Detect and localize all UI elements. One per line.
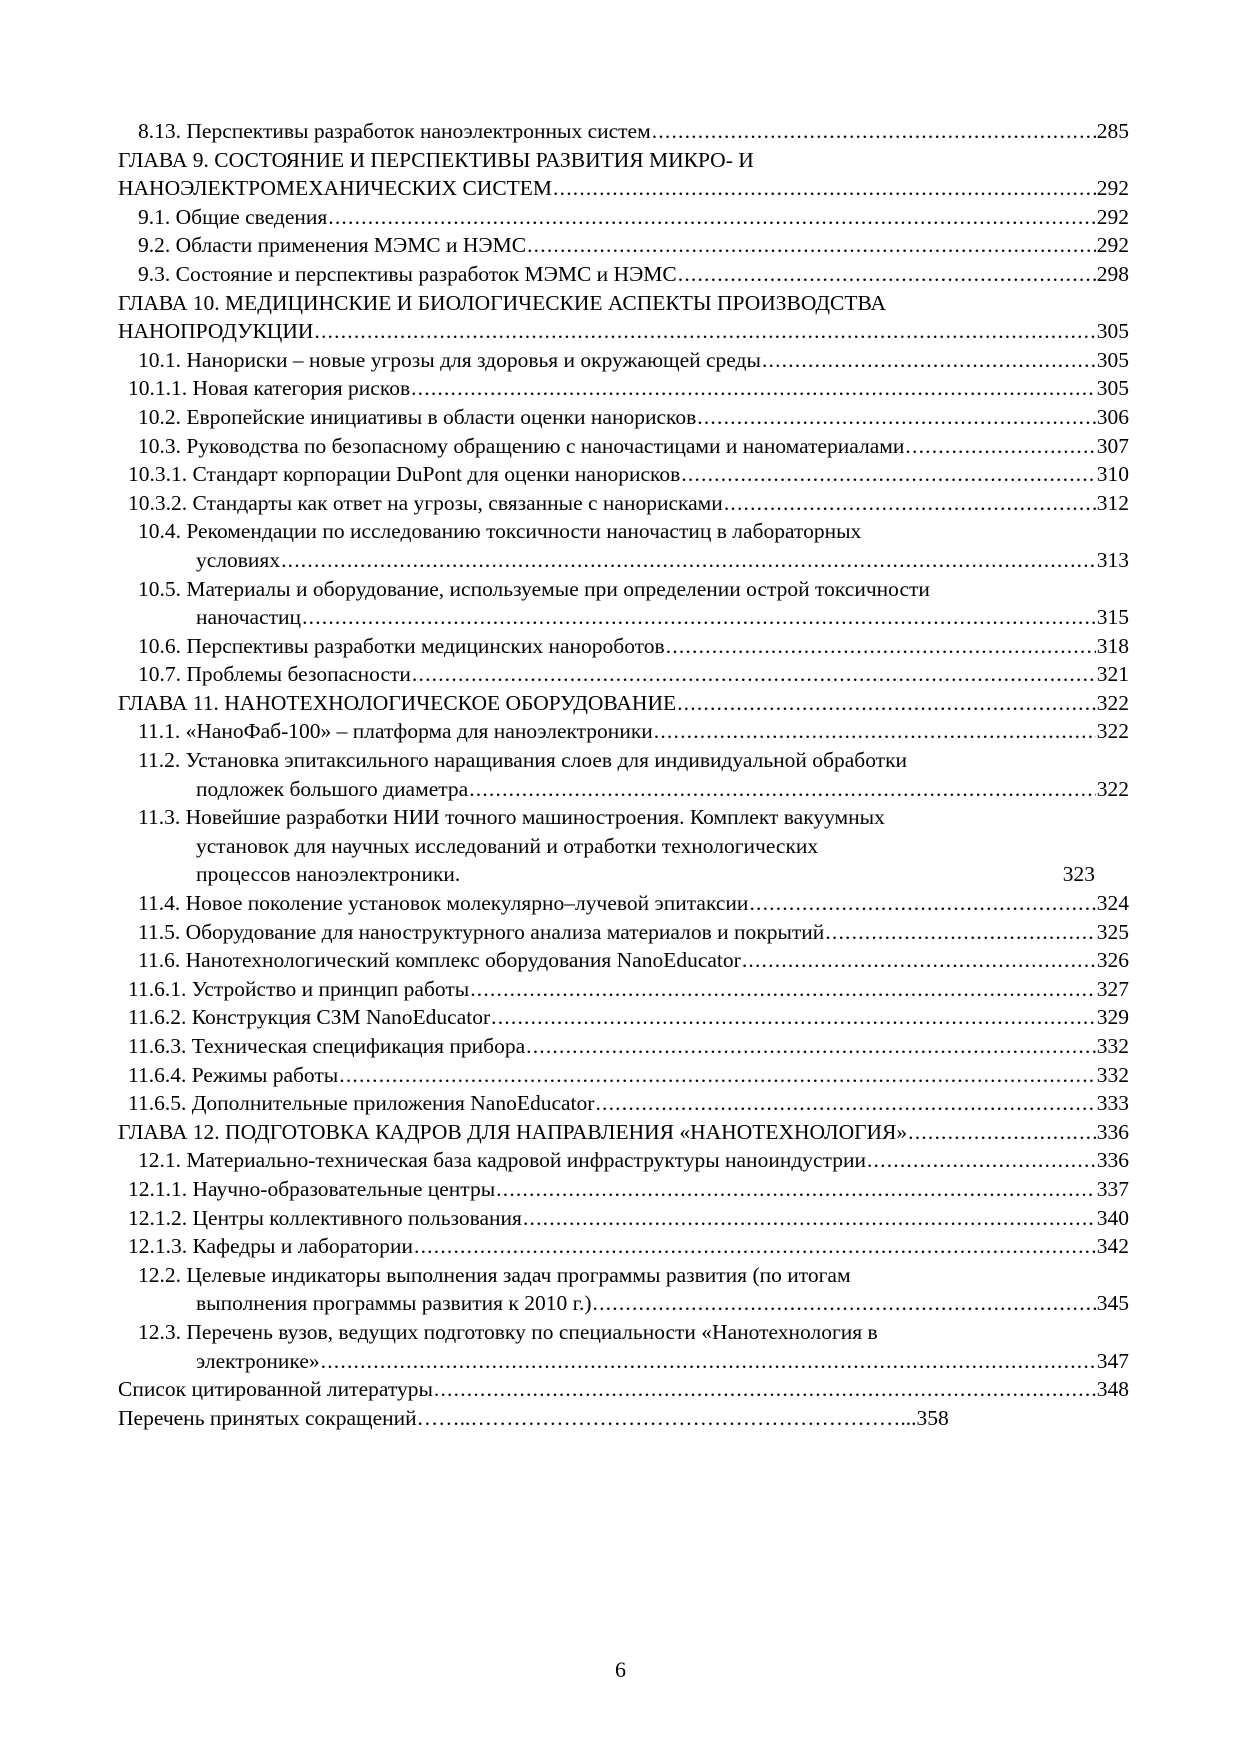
toc-page-number: 321 bbox=[1096, 662, 1129, 687]
toc-page-number: 324 bbox=[1096, 891, 1129, 916]
toc-leader-dots bbox=[825, 918, 1095, 947]
toc-entry-title: 11.6.3. Техническая спецификация прибора bbox=[128, 1034, 526, 1058]
toc-entry-10-1-1[interactable] bbox=[118, 374, 1129, 403]
toc-page-number: 312 bbox=[1096, 490, 1129, 515]
toc-page-number: 305 bbox=[1096, 319, 1129, 344]
toc-entry-10-1[interactable] bbox=[118, 346, 1129, 375]
toc-entry-title-line: установок для научных исследований и отработки технологических bbox=[196, 833, 819, 858]
toc-entry-title: наночастиц bbox=[196, 605, 302, 630]
toc-leader-dots bbox=[742, 946, 1096, 975]
toc-entry-title: Список цитированной литературы bbox=[118, 1377, 433, 1402]
toc-page-number: 306 bbox=[1096, 404, 1129, 429]
toc-page-number: 358 bbox=[916, 1405, 949, 1430]
toc-leader-dots bbox=[678, 260, 1096, 289]
toc-entry-title: 11.6.2. Конструкция СЗМ NanoEducator bbox=[128, 1005, 491, 1030]
toc-entry-11-6[interactable] bbox=[118, 946, 1129, 975]
toc-entry-title: 10.3. Руководства по безопасному обращению с наночастицами и наноматериалами bbox=[138, 433, 905, 458]
toc-leader-dots bbox=[724, 489, 1096, 518]
toc-leader-dots bbox=[281, 546, 1096, 575]
toc-entry-12-2[interactable] bbox=[118, 1261, 1129, 1318]
toc-page-number: 329 bbox=[1096, 1005, 1129, 1030]
toc-entry-chapter-12[interactable] bbox=[118, 1118, 1129, 1147]
toc-entry-title: 11.4. Новое поколение установок молекулярно–лучевой эпитаксии bbox=[138, 891, 749, 916]
toc-page-number: 342 bbox=[1096, 1234, 1129, 1259]
toc-entry-abbreviations[interactable] bbox=[118, 1404, 1129, 1433]
page-number: 6 bbox=[615, 1657, 626, 1682]
toc-entry-title: 9.2. Области применения МЭМС и НЭМС bbox=[138, 233, 527, 258]
toc-entry-title-line: 12.2. Целевые индикаторы выполнения задач программы развития (по итогам bbox=[138, 1262, 851, 1287]
toc-entry-11-4[interactable] bbox=[118, 889, 1129, 918]
toc-entry-11-3[interactable] bbox=[118, 803, 1129, 889]
toc-entry-title: 11.5. Оборудование для наноструктурного анализа материалов и покрытий bbox=[138, 919, 825, 944]
toc-leader-dots bbox=[749, 889, 1095, 918]
toc-leader-dots bbox=[666, 632, 1096, 661]
toc-entry-title: Перечень принятых сокращений……..……………………………………………………... bbox=[118, 1405, 917, 1430]
toc-entry-title: 11.6.1. Устройство и принцип работы bbox=[128, 976, 470, 1001]
toc-entry-10-2[interactable] bbox=[118, 403, 1129, 432]
toc-page-number: 323 bbox=[1062, 862, 1095, 887]
toc-page-number: 318 bbox=[1096, 633, 1129, 658]
toc-entry-10-3[interactable] bbox=[118, 432, 1129, 461]
toc-entry-chapter-10[interactable] bbox=[118, 289, 1129, 346]
toc-entry-title: 8.13. Перспективы разработок наноэлектронных систем bbox=[138, 119, 651, 143]
toc-entry-title: 9.1. Общие сведения bbox=[138, 204, 328, 229]
toc-entry-title: 11.6.5. Дополнительные приложения NanoEducator bbox=[128, 1091, 595, 1116]
toc-entry-title: НАНОЭЛЕКТРОМЕХАНИЧЕСКИХ СИСТЕМ bbox=[118, 176, 553, 201]
toc-leader-dots bbox=[523, 1204, 1096, 1233]
toc-leader-dots bbox=[411, 374, 1096, 403]
toc-leader-dots bbox=[414, 1232, 1096, 1261]
toc-entry-title: 12.1. Материально-техническая база кадровой инфраструктуры наноиндустрии bbox=[138, 1148, 866, 1173]
toc-entry-11-6-5[interactable] bbox=[118, 1089, 1129, 1118]
toc-entry-11-1[interactable] bbox=[118, 717, 1129, 746]
toc-leader-dots bbox=[527, 231, 1096, 260]
toc-entry-9-3[interactable] bbox=[118, 260, 1129, 289]
toc-entry-12-3[interactable] bbox=[118, 1318, 1129, 1375]
toc-entry-10-3-2[interactable] bbox=[118, 489, 1129, 518]
toc-page-number: 325 bbox=[1096, 919, 1129, 944]
toc-entry-11-5[interactable] bbox=[118, 918, 1129, 947]
toc-leader-dots bbox=[867, 1146, 1096, 1175]
toc-entry-title: 10.1. Нанориски – новые угрозы для здоровья и окружающей среды bbox=[138, 347, 761, 372]
toc-entry-title: 9.3. Состояние и перспективы разработок МЭМС и НЭМС bbox=[138, 261, 677, 286]
toc-entry-12-1-3[interactable] bbox=[118, 1232, 1129, 1261]
toc-entry-11-6-2[interactable] bbox=[118, 1003, 1129, 1032]
toc-entry-title: 11.6. Нанотехнологический комплекс оборудования NanoEducator bbox=[138, 948, 741, 973]
toc-page-number: 336 bbox=[1096, 1148, 1129, 1173]
toc-page-number: 340 bbox=[1096, 1205, 1129, 1230]
toc-leader-dots bbox=[314, 317, 1095, 346]
toc-entry-title: 11.1. «НаноФаб-100» – платформа для наноэлектроники bbox=[138, 719, 653, 744]
toc-entry-12-1-1[interactable] bbox=[118, 1175, 1129, 1204]
toc-leader-dots bbox=[469, 775, 1096, 804]
toc-leader-dots bbox=[593, 1289, 1096, 1318]
toc-entry-9-1[interactable] bbox=[118, 203, 1129, 232]
toc-entry-chapter-9[interactable] bbox=[118, 146, 1129, 203]
toc-page-number: 313 bbox=[1096, 547, 1129, 572]
toc-page-number: 347 bbox=[1096, 1348, 1129, 1373]
toc-page-number: 315 bbox=[1096, 605, 1129, 630]
toc-leader-dots bbox=[595, 1089, 1095, 1118]
toc-entry-11-6-4[interactable] bbox=[118, 1061, 1129, 1090]
toc-entry-title: 10.7. Проблемы безопасности bbox=[138, 662, 411, 687]
toc-page-number: 332 bbox=[1096, 1062, 1129, 1087]
toc-entry-title-line: 10.4. Рекомендации по исследованию токсичности наночастиц в лабораторных bbox=[138, 519, 862, 544]
toc-leader-dots bbox=[553, 174, 1096, 203]
toc-entry-title: процессов наноэлектроники. bbox=[196, 862, 461, 887]
toc-page-number: 292 bbox=[1096, 176, 1129, 201]
toc-entry-title: 10.3.1. Стандарт корпорации DuPont для оценки нанорисков bbox=[128, 462, 681, 487]
toc-entry-10-3-1[interactable] bbox=[118, 460, 1129, 489]
toc-entry-chapter-11[interactable] bbox=[118, 689, 1129, 718]
toc-leader-dots bbox=[762, 346, 1096, 375]
toc-page-number: 326 bbox=[1096, 948, 1129, 973]
toc-leader-dots bbox=[412, 660, 1096, 689]
toc-entry-references[interactable] bbox=[118, 1375, 1129, 1404]
toc-leader-dots bbox=[697, 403, 1095, 432]
toc-page-number: 292 bbox=[1096, 204, 1129, 229]
toc-entry-11-6-1[interactable] bbox=[118, 975, 1129, 1004]
toc-page-number: 307 bbox=[1096, 433, 1129, 458]
toc-page-number: 327 bbox=[1096, 976, 1129, 1001]
toc-entry-12-1[interactable] bbox=[118, 1146, 1129, 1175]
toc-entry-10-6[interactable] bbox=[118, 632, 1129, 661]
toc-page-number: 298 bbox=[1096, 261, 1129, 286]
toc-leader-dots bbox=[321, 1347, 1096, 1376]
toc-entry-10-7[interactable] bbox=[118, 660, 1129, 689]
toc-page-number: 345 bbox=[1096, 1291, 1129, 1316]
toc-entry-10-4[interactable] bbox=[118, 517, 1129, 574]
toc-page-number: 322 bbox=[1096, 719, 1129, 744]
toc-entry-title-line: ГЛАВА 10. МЕДИЦИНСКИЕ И БИОЛОГИЧЕСКИЕ АСПЕКТЫ ПРОИЗВОДСТВА bbox=[118, 290, 886, 315]
toc-leader-dots bbox=[491, 1003, 1096, 1032]
toc-leader-dots bbox=[470, 975, 1096, 1004]
toc-page-number: 337 bbox=[1096, 1176, 1129, 1201]
toc-entry-title: ГЛАВА 11. НАНОТЕХНОЛОГИЧЕСКОЕ ОБОРУДОВАНИЕ bbox=[118, 690, 677, 715]
toc-entry-title: 12.1.1. Научно-образовательные центры bbox=[128, 1176, 496, 1201]
toc-entry-8-13[interactable] bbox=[118, 117, 1129, 146]
toc-page-number: 332 bbox=[1096, 1034, 1129, 1058]
toc-leader-dots bbox=[302, 603, 1096, 632]
toc-entry-12-1-2[interactable] bbox=[118, 1204, 1129, 1233]
toc-leader-dots bbox=[681, 460, 1095, 489]
toc-entry-title: 12.1.3. Кафедры и лаборатории bbox=[128, 1234, 414, 1259]
toc-page-number: 305 bbox=[1096, 376, 1129, 401]
toc-leader-dots bbox=[677, 689, 1096, 718]
toc-leader-dots bbox=[328, 203, 1095, 232]
toc-entry-title: условиях bbox=[196, 547, 281, 572]
toc-entry-title: 12.1.2. Центры коллективного пользования bbox=[128, 1205, 522, 1230]
toc-entry-title: ГЛАВА 12. ПОДГОТОВКА КАДРОВ ДЛЯ НАПРАВЛЕНИЯ «НАНОТЕХНОЛОГИЯ» bbox=[118, 1119, 908, 1144]
toc-entry-title-line: 10.5. Материалы и оборудование, используемые при определении острой токсичности bbox=[138, 576, 930, 601]
toc-entry-9-2[interactable] bbox=[118, 231, 1129, 260]
table-of-contents bbox=[118, 117, 1129, 1432]
toc-leader-dots bbox=[654, 717, 1096, 746]
toc-leader-dots bbox=[496, 1175, 1096, 1204]
toc-leader-dots bbox=[434, 1375, 1096, 1404]
toc-entry-title: 11.6.4. Режимы работы bbox=[128, 1062, 339, 1087]
toc-entry-10-5[interactable] bbox=[118, 575, 1129, 632]
toc-page-number: 285 bbox=[1096, 119, 1129, 143]
toc-entry-title: 10.1.1. Новая категория рисков bbox=[128, 376, 411, 401]
toc-entry-title-line: 12.3. Перечень вузов, ведущих подготовку по специальности «Нанотехнология в bbox=[138, 1319, 878, 1344]
toc-entry-11-6-3[interactable] bbox=[118, 1032, 1129, 1061]
toc-entry-title: 10.3.2. Стандарты как ответ на угрозы, связанные с нанорисками bbox=[128, 490, 723, 515]
toc-entry-title-line: 11.2. Установка эпитаксильного наращивания слоев для индивидуальной обработки bbox=[138, 748, 908, 773]
toc-page-number: 322 bbox=[1096, 776, 1129, 801]
toc-entry-title: электронике» bbox=[196, 1348, 320, 1373]
toc-leader-dots bbox=[526, 1032, 1096, 1061]
toc-leader-dots bbox=[339, 1061, 1096, 1090]
toc-page-number: 310 bbox=[1096, 462, 1129, 487]
toc-entry-title: выполнения программы развития к 2010 г.) bbox=[196, 1291, 592, 1316]
toc-leader-dots bbox=[905, 432, 1095, 461]
toc-page-number: 322 bbox=[1096, 690, 1129, 715]
toc-entry-title-line: 11.3. Новейшие разработки НИИ точного машиностроения. Комплект вакуумных bbox=[138, 805, 885, 830]
toc-entry-title: подложек большого диаметра bbox=[196, 776, 469, 801]
toc-entry-title: НАНОПРОДУКЦИИ bbox=[118, 319, 314, 344]
toc-leader-dots bbox=[908, 1118, 1096, 1147]
toc-page-number: 333 bbox=[1096, 1091, 1129, 1116]
toc-page-number: 292 bbox=[1096, 233, 1129, 258]
toc-entry-title-line: ГЛАВА 9. СОСТОЯНИЕ И ПЕРСПЕКТИВЫ РАЗВИТИЯ МИКРО- И bbox=[118, 147, 754, 172]
toc-leader-dots bbox=[652, 117, 1096, 146]
toc-page-number: 305 bbox=[1096, 347, 1129, 372]
toc-entry-11-2[interactable] bbox=[118, 746, 1129, 803]
toc-entry-title: 10.2. Европейские инициативы в области оценки нанорисков bbox=[138, 404, 697, 429]
toc-page-number: 336 bbox=[1096, 1119, 1129, 1144]
toc-page-number: 348 bbox=[1096, 1377, 1129, 1402]
toc-entry-title: 10.6. Перспективы разработки медицинских нанороботов bbox=[138, 633, 665, 658]
